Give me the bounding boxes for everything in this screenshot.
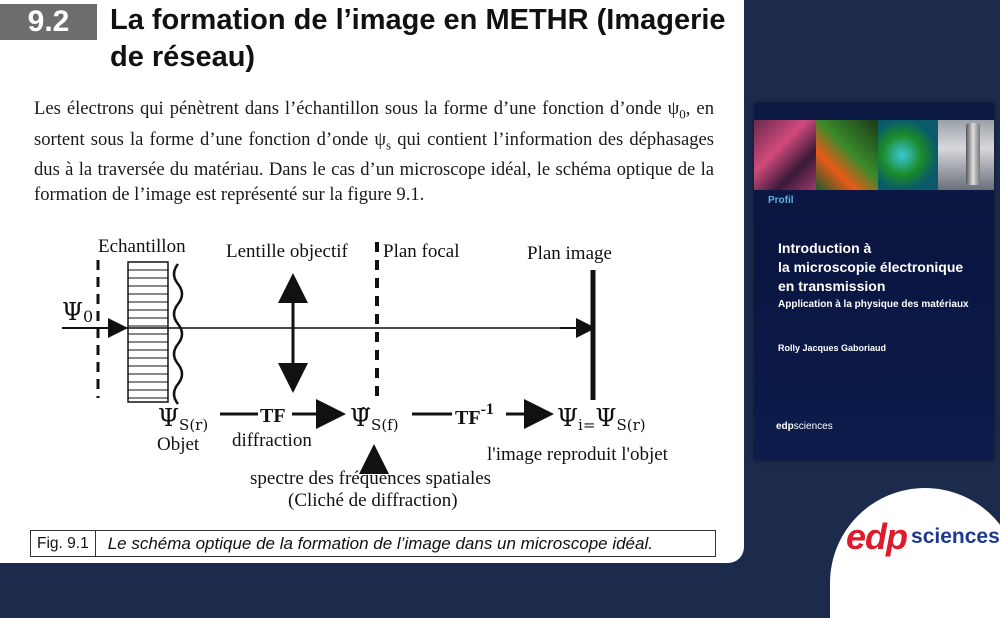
book-title-line: Introduction à [778, 240, 872, 256]
book-title [778, 239, 988, 296]
label-echantillon: Echantillon [98, 236, 186, 257]
label-lentille: Lentille objectif [226, 241, 348, 262]
label-image-reproduit: l'image reproduit l'objet [487, 444, 668, 465]
figure-caption [30, 530, 716, 557]
book-series: Profil [768, 195, 794, 206]
psi0-label: Ψ0 [62, 298, 94, 326]
cover-image-3 [878, 120, 938, 190]
logo-edp: edp [846, 516, 908, 557]
exit-wavefront [174, 264, 182, 404]
label-objet: Objet [157, 434, 200, 455]
tf-label: TF [260, 405, 286, 427]
optical-diagram [0, 228, 744, 528]
caption-text: Le schéma optique de la formation de l’image dans un microscope idéal. [107, 533, 653, 553]
book-publisher [776, 421, 833, 432]
tf-inverse-label: $TF^{-1}$ [455, 401, 494, 429]
edp-sciences-logo [846, 516, 1000, 558]
psi0-symbol: ψ [667, 98, 680, 119]
body-paragraph [34, 96, 714, 207]
label-cliche: (Cliché de diffraction) [288, 490, 458, 511]
book-subtitle: Application à la physique des matériaux [778, 299, 969, 310]
caption-label: Fig. 9.1 [31, 531, 96, 556]
label-diffraction: diffraction [232, 430, 312, 451]
paragraph-text: , en sortent sous la forme d’une fonction d’onde [34, 98, 714, 150]
sample-block [128, 262, 168, 402]
book-title-line: la microscopie électronique [778, 259, 964, 275]
label-plan-focal: Plan focal [383, 241, 460, 262]
psis-symbol: ψ [374, 128, 386, 150]
psi-image: Ψi=ΨS(r) [557, 404, 646, 434]
section-number: 9.2 [0, 4, 97, 40]
paragraph-text: qui contient l’information des déphasages dus à la traversée du matériau. Dans le cas d’un microscope idéal, le schéma optique de la formation de l’image est représenté sur la figure 9.1. [34, 128, 714, 206]
book-publisher-sciences: sciences [793, 421, 833, 432]
label-spectre: spectre des fréquences spatiales [250, 468, 492, 489]
cover-image-2 [816, 120, 878, 190]
paragraph-text: Les électrons qui pénètrent dans l’échantillon sous la forme d’une fonction d’onde [34, 98, 668, 119]
psis-subscript: s [386, 137, 392, 153]
psi-object: ΨS(r) [158, 404, 209, 434]
book-author: Rolly Jacques Gaboriaud [778, 343, 887, 353]
label-plan-image: Plan image [527, 243, 612, 264]
section-title: La formation de l’image en METHR (Imagerie de réseau) [110, 4, 726, 73]
book-cover [754, 103, 994, 460]
microscope-image [966, 123, 980, 185]
psi0-subscript: 0 [679, 106, 686, 122]
logo-sciences: sciences [911, 525, 1000, 548]
cover-image-1 [754, 120, 816, 190]
psi-tilde: Ψ̃S(f) [350, 404, 399, 434]
book-title-line: en transmission [778, 278, 886, 294]
book-publisher-edp: edp [776, 421, 794, 432]
